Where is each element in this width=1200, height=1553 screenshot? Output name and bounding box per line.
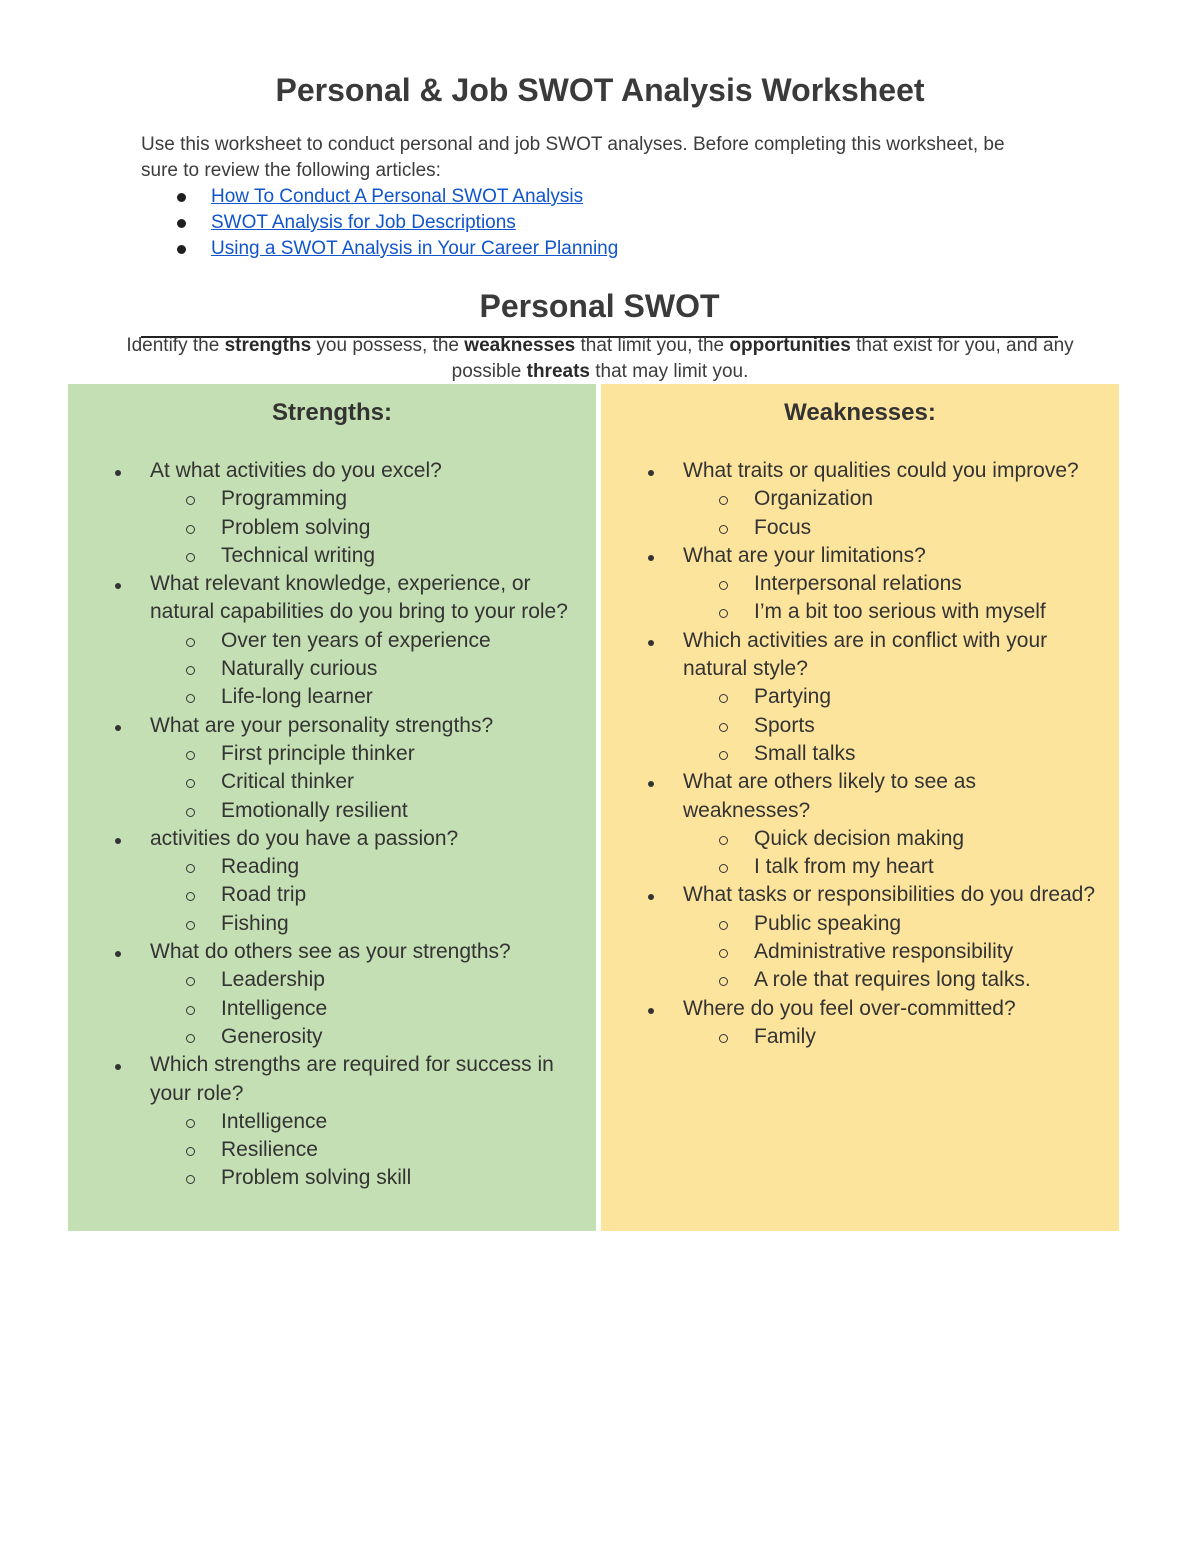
hollow-bullet-icon — [186, 977, 195, 986]
answer-item — [683, 966, 1107, 994]
hollow-bullet-icon — [186, 921, 195, 930]
answer-item — [150, 655, 584, 683]
question-item — [68, 457, 596, 570]
answer-text: Small talks — [754, 741, 856, 765]
weaknesses-list — [601, 457, 1119, 1051]
hollow-bullet-icon — [186, 1119, 195, 1128]
weaknesses-heading: Weaknesses: — [784, 399, 936, 426]
answer-text: I’m a bit too serious with myself — [754, 600, 1046, 624]
hollow-bullet-icon — [719, 751, 728, 760]
hollow-bullet-icon — [186, 666, 195, 675]
answer-text: Reading — [221, 855, 300, 879]
answer-text: Partying — [754, 685, 832, 709]
question-item — [68, 938, 596, 1051]
article-link-career-planning[interactable]: Using a SWOT Analysis in Your Career Planning — [211, 238, 619, 259]
answer-text: Road trip — [221, 883, 307, 907]
answer-list — [683, 910, 1107, 995]
answer-item — [150, 740, 584, 768]
question-item — [601, 881, 1119, 994]
answer-text: Sports — [754, 713, 815, 737]
answer-item — [683, 938, 1107, 966]
hollow-bullet-icon — [719, 581, 728, 590]
answer-list — [150, 853, 584, 938]
strengths-panel — [68, 384, 596, 1231]
bullet-icon — [177, 219, 186, 228]
answer-text: Intelligence — [221, 996, 328, 1020]
article-list — [141, 184, 1041, 262]
keyword-strengths: strengths — [224, 335, 312, 356]
article-link-job-descriptions[interactable]: SWOT Analysis for Job Descriptions — [211, 212, 516, 233]
hollow-bullet-icon — [186, 1006, 195, 1015]
question-text: What are others likely to see as weaknesses? — [683, 770, 976, 822]
question-item — [68, 1051, 596, 1192]
question-text: Which strengths are required for success in your role? — [150, 1053, 554, 1105]
hollow-bullet-icon — [186, 496, 195, 505]
bullet-icon — [648, 1008, 654, 1014]
answer-text: Resilience — [221, 1138, 318, 1162]
hollow-bullet-icon — [719, 977, 728, 986]
answer-text: I talk from my heart — [754, 855, 934, 879]
answer-list — [150, 627, 584, 712]
answer-item — [150, 853, 584, 881]
answer-text: Emotionally resilient — [221, 798, 408, 822]
answer-item — [150, 768, 584, 796]
question-item — [601, 995, 1119, 1052]
answer-text: Technical writing — [221, 543, 376, 567]
answer-text: First principle thinker — [221, 741, 415, 765]
question-text: activities do you have a passion? — [150, 826, 459, 850]
hollow-bullet-icon — [719, 496, 728, 505]
answer-item — [150, 542, 584, 570]
article-item — [141, 236, 1041, 262]
hollow-bullet-icon — [719, 864, 728, 873]
answer-list — [683, 570, 1107, 627]
intro-text: Use this worksheet to conduct personal and job SWOT analyses. Before completing this worksheet, be sure to review the following articles: — [141, 134, 1005, 181]
bullet-icon — [115, 583, 121, 589]
answer-text: Interpersonal relations — [754, 572, 962, 596]
keyword-weaknesses: weaknesses — [464, 335, 576, 356]
answer-item — [683, 570, 1107, 598]
bullet-icon — [115, 725, 121, 731]
bullet-icon — [648, 640, 654, 646]
question-text: Where do you feel over-committed? — [683, 996, 1016, 1020]
answer-item — [683, 683, 1107, 711]
answer-text: Public speaking — [754, 911, 902, 935]
bullet-icon — [115, 838, 121, 844]
article-item — [141, 184, 1041, 210]
intro-block — [141, 132, 1041, 262]
bullet-icon — [177, 193, 186, 202]
answer-item — [150, 1108, 584, 1136]
question-text: What do others see as your strengths? — [150, 940, 511, 964]
answer-item — [150, 1164, 584, 1192]
bullet-icon — [648, 781, 654, 787]
question-item — [68, 570, 596, 711]
question-item — [601, 457, 1119, 542]
answer-text: Organization — [754, 487, 874, 511]
bullet-icon — [648, 470, 654, 476]
answer-list — [150, 966, 584, 1051]
section-title: Personal SWOT — [141, 284, 1058, 338]
hollow-bullet-icon — [719, 836, 728, 845]
answer-text: Programming — [221, 487, 348, 511]
strengths-list — [68, 457, 596, 1193]
answer-item — [150, 1136, 584, 1164]
question-text: What traits or qualities could you improve? — [683, 459, 1079, 482]
hollow-bullet-icon — [719, 949, 728, 958]
strengths-heading: Strengths: — [272, 399, 392, 426]
bullet-icon — [648, 555, 654, 561]
hollow-bullet-icon — [186, 864, 195, 873]
answer-item — [150, 1023, 584, 1051]
question-item — [68, 825, 596, 938]
hollow-bullet-icon — [719, 694, 728, 703]
hollow-bullet-icon — [719, 723, 728, 732]
answer-list — [150, 740, 584, 825]
hollow-bullet-icon — [186, 1034, 195, 1043]
answer-text: Life-long learner — [221, 685, 373, 709]
hollow-bullet-icon — [186, 525, 195, 534]
answer-item — [150, 881, 584, 909]
bullet-icon — [115, 470, 121, 476]
question-item — [601, 768, 1119, 881]
answer-list — [683, 1023, 1107, 1051]
answer-item — [683, 485, 1107, 513]
hollow-bullet-icon — [186, 1147, 195, 1156]
answer-list — [683, 683, 1107, 768]
answer-text: Fishing — [221, 911, 289, 935]
answer-item — [150, 514, 584, 542]
answer-text: Naturally curious — [221, 657, 378, 681]
hollow-bullet-icon — [186, 694, 195, 703]
answer-item — [150, 485, 584, 513]
answer-text: Critical thinker — [221, 770, 355, 794]
answer-item — [683, 910, 1107, 938]
question-item — [68, 712, 596, 825]
page-title: Personal & Job SWOT Analysis Worksheet — [275, 72, 925, 108]
answer-list — [683, 825, 1107, 882]
answer-item — [683, 712, 1107, 740]
answer-item — [683, 1023, 1107, 1051]
answer-item — [683, 853, 1107, 881]
bullet-icon — [115, 951, 121, 957]
answer-item — [150, 797, 584, 825]
hollow-bullet-icon — [186, 1175, 195, 1184]
answer-list — [150, 485, 584, 570]
keyword-opportunities: opportunities — [729, 335, 851, 356]
hollow-bullet-icon — [186, 553, 195, 562]
hollow-bullet-icon — [719, 525, 728, 534]
answer-item — [150, 966, 584, 994]
answer-text: Quick decision making — [754, 826, 965, 850]
answer-text: Administrative responsibility — [754, 940, 1014, 964]
answer-text: Problem solving — [221, 515, 371, 539]
hollow-bullet-icon — [186, 892, 195, 901]
section-description: Identify the strengths you possess, the weaknesses that limit you, the opportunities that exist for you, and any possible threats that may limit you. — [126, 335, 1074, 382]
question-text: At what activities do you excel? — [150, 459, 442, 482]
question-text: What tasks or responsibilities do you dread? — [683, 883, 1096, 907]
question-text: What are your limitations? — [683, 543, 926, 567]
hollow-bullet-icon — [719, 921, 728, 930]
article-link-personal-swot[interactable]: How To Conduct A Personal SWOT Analysis — [211, 186, 584, 207]
question-text: What relevant knowledge, experience, or natural capabilities do you bring to your role? — [150, 572, 568, 624]
answer-item — [150, 910, 584, 938]
answer-item — [683, 514, 1107, 542]
hollow-bullet-icon — [719, 609, 728, 618]
answer-item — [150, 995, 584, 1023]
keyword-threats: threats — [526, 361, 590, 382]
answer-text: Focus — [754, 515, 812, 539]
answer-text: Generosity — [221, 1024, 323, 1048]
hollow-bullet-icon — [186, 751, 195, 760]
question-text: What are your personality strengths? — [150, 713, 494, 737]
answer-item — [683, 740, 1107, 768]
weaknesses-panel — [601, 384, 1119, 1231]
hollow-bullet-icon — [719, 1034, 728, 1043]
answer-list — [150, 1108, 584, 1193]
answer-text: Intelligence — [221, 1109, 328, 1133]
answer-list — [683, 485, 1107, 542]
question-item — [601, 542, 1119, 627]
answer-text: Leadership — [221, 968, 325, 992]
answer-item — [683, 598, 1107, 626]
answer-item — [150, 683, 584, 711]
answer-text: A role that requires long talks. — [754, 968, 1031, 992]
bullet-icon — [648, 894, 654, 900]
question-text: Which activities are in conflict with your natural style? — [683, 628, 1048, 681]
answer-item — [683, 825, 1107, 853]
answer-text: Family — [754, 1024, 816, 1048]
question-item — [601, 627, 1119, 768]
bullet-icon — [115, 1064, 121, 1070]
article-item — [141, 210, 1041, 236]
bullet-icon — [177, 245, 186, 254]
hollow-bullet-icon — [186, 779, 195, 788]
hollow-bullet-icon — [186, 808, 195, 817]
hollow-bullet-icon — [186, 638, 195, 647]
answer-item — [150, 627, 584, 655]
answer-text: Problem solving skill — [221, 1166, 412, 1190]
answer-text: Over ten years of experience — [221, 628, 491, 652]
